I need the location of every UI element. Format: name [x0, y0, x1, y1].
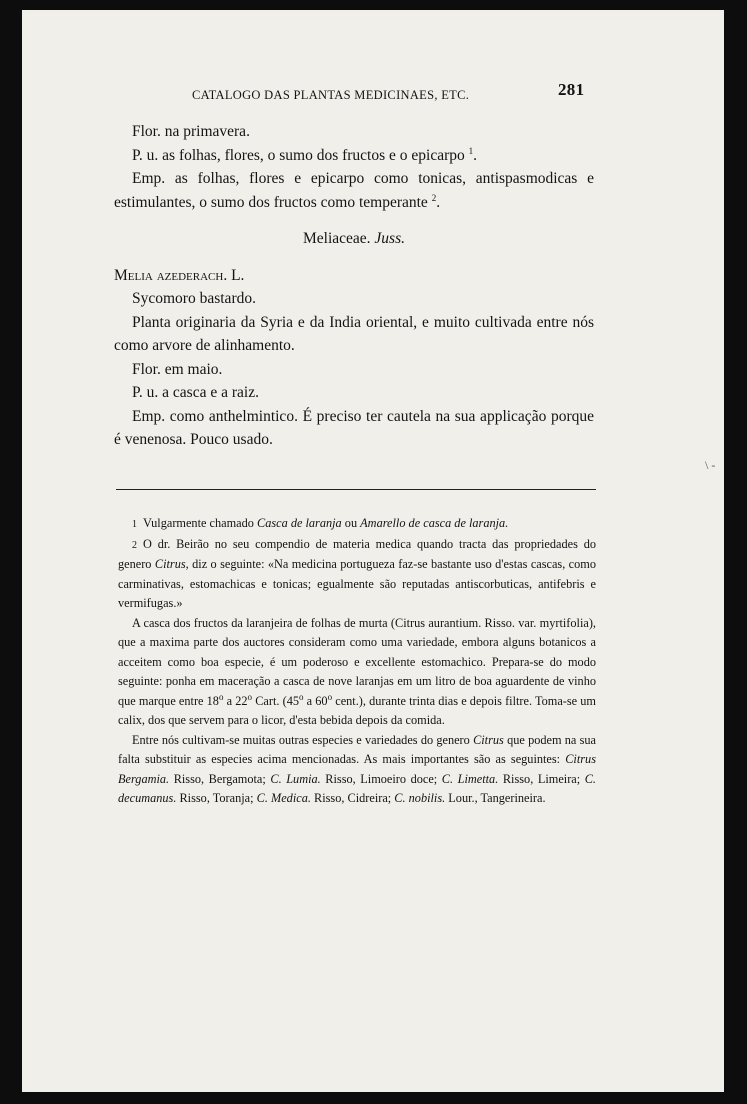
parts-used-line: P. u. as folhas, flores, o sumo dos fructos e o epicarpo $^1$. [132, 145, 478, 164]
employment-paragraph: Emp. como anthelmintico. É preciso ter cautela na sua applicação porque é venenosa. Pouco usado. [114, 407, 594, 448]
family-author: Juss. [374, 230, 405, 247]
running-title: CATALOGO DAS PLANTAS MEDICINAES, ETC. [192, 88, 470, 102]
page-number: 281 [558, 80, 585, 99]
footnote-ref-1: 1 [468, 145, 474, 156]
margin-mark: \ - [705, 458, 716, 472]
footnote-1: 1 Vulgarmente chamado Casca de laranja ou Amarello de casca de laranja. [132, 516, 509, 530]
page-header [192, 80, 592, 103]
origin-paragraph: Planta originaria da Syria e da India oriental, e muito cultivada entre nós como arvore de alinhamento. [114, 313, 594, 354]
main-text [114, 120, 594, 452]
flowering-line: Flor. na primavera. [132, 123, 250, 140]
species-heading: Melia azederach. L. [114, 266, 245, 284]
flowering-line-2: Flor. em maio. [132, 360, 223, 378]
footnote-ref-2: 2 [431, 192, 437, 203]
species-name: Melia azederach [114, 266, 224, 284]
footnotes [118, 514, 596, 809]
footnote-2-paragraph-2: A casca dos fructos da laranjeira de folhas de murta (Citrus aurantium. Risso. var. myrtifolia), que a maxima parte dos auctores consideram como uma variedade, embora alguns botanicos a acceitem como boa especie, é um poderoso e excellente estomachico. Prepara-se do modo seguinte: ponha em maceração a casca de nove laranjas em um litro de boa aguardente de vinho que marque entre 18$^o$ a 22$^o$ Cart. (45$^o$ a 60$^o$ cent.), durante trinta dias e depois filtre. Toma-se um calix, dos que servem para o licor, d'esta bebida depois da comida. [118, 615, 596, 727]
footnote-2-paragraph-3: Entre nós cultivam-se muitas outras especies e variedades do genero Citrus que podem na sua falta substituir as especies acima mencionadas. As mais importantes são as seguintes: Citrus Bergamia. Risso, Bergamota; C. Lumia. Risso, Limoeiro doce; C. Limetta. Risso, Limeira; C. decumanus. Risso, Toranja; C. Medica. Risso, Cidreira; C. nobilis. Lour., Tangerineira. [118, 732, 597, 805]
footnote-divider [116, 489, 596, 490]
employment-line: Emp. as folhas, flores e epicarpo como tonicas, antispasmodicas e estimulantes, o sumo dos fructos como temperante $^2$. [114, 170, 594, 211]
family-heading: Meliaceae. Juss. [302, 230, 405, 247]
footnote-2: 2 O dr. Beirão no seu compendio de materia medica quando tracta das propriedades do genero Citrus, diz o seguinte: «Na medicina portugueza faz-se bastante uso d'estas cascas, como carminativas, estomachicas e tonicas; egualmente são reputadas antiscorbuticas, antifebris e vermifugas.» [118, 536, 597, 610]
common-name: Sycomoro bastardo. [132, 290, 256, 307]
parts-used-line-2: P. u. a casca e a raiz. [132, 384, 259, 401]
